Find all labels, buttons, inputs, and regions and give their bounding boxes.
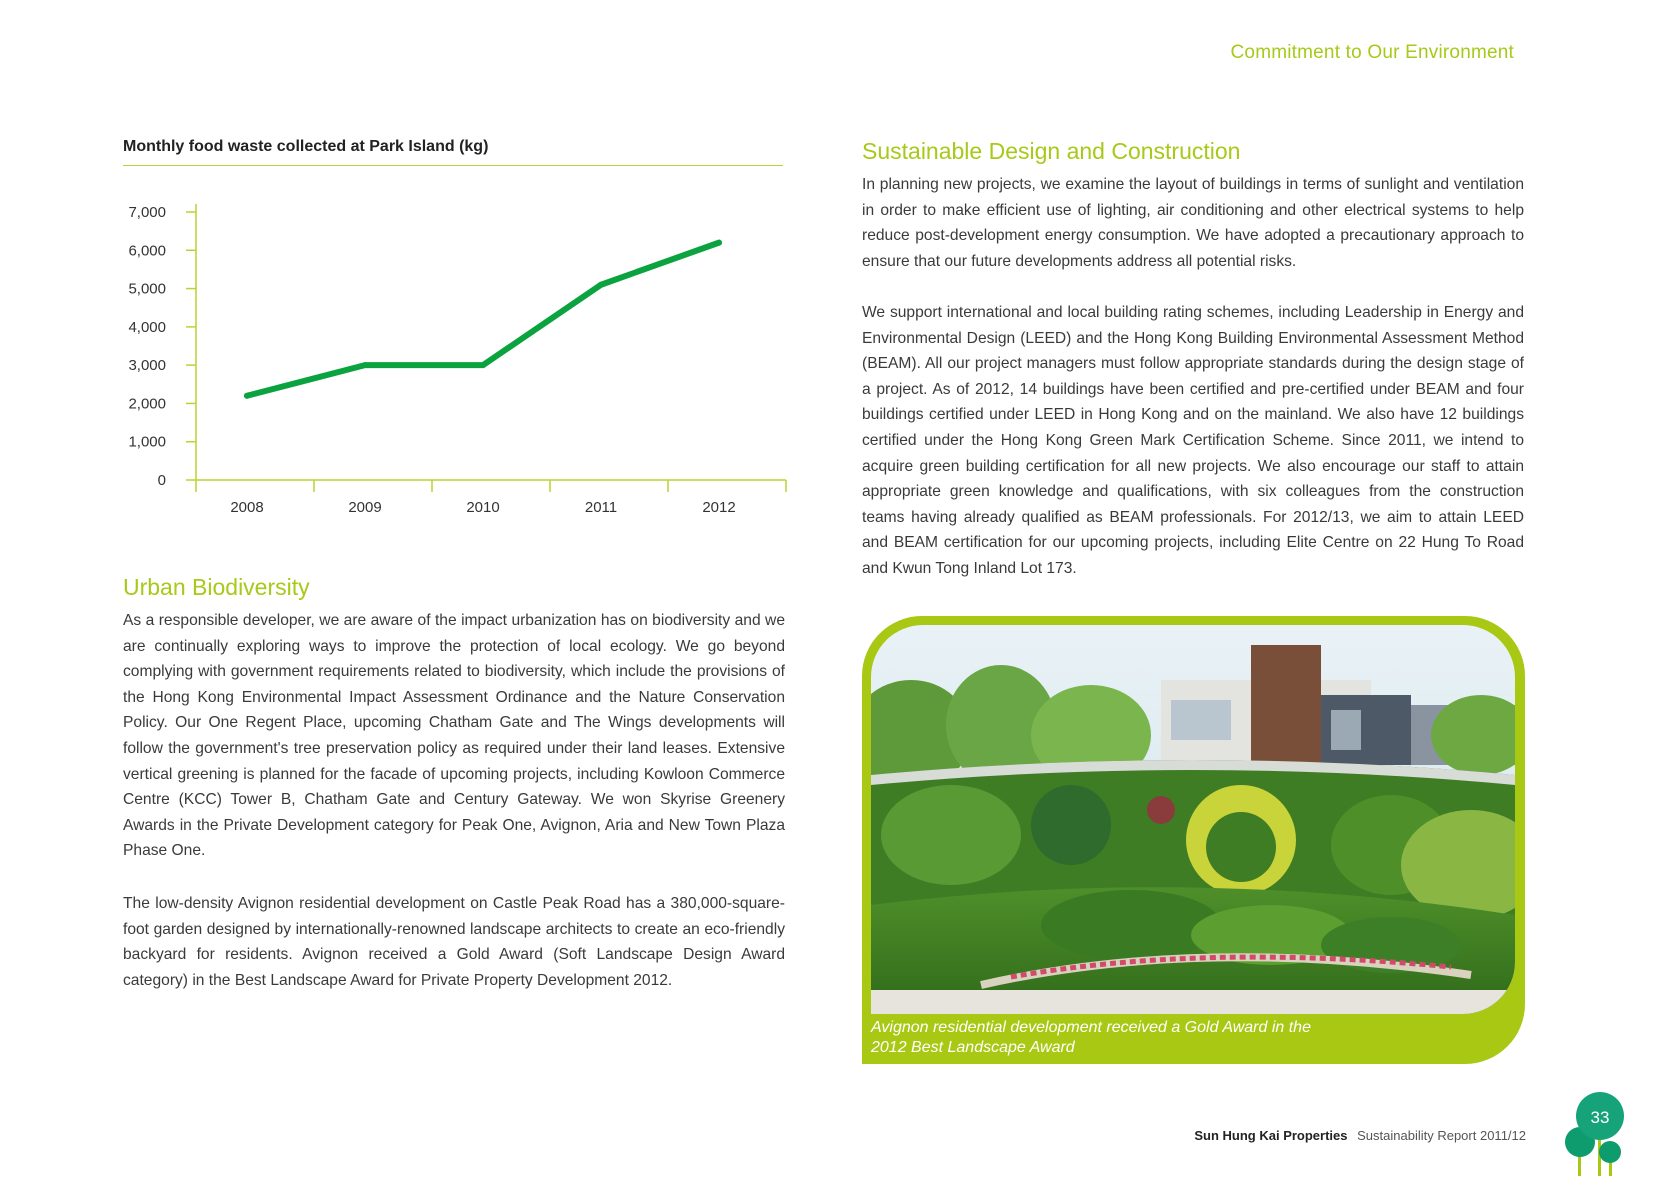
x-tick-label: 2012 <box>702 499 736 516</box>
urban-biodiversity-heading: Urban Biodiversity <box>123 574 310 600</box>
tree-page-icon <box>1562 1092 1642 1176</box>
sustainable-design-paragraph-2: We support international and local building rating schemes, including Leadership in Energy and Environmental Design (LEED) and the Hong Kong Building Environmental Assessment Method (BEAM). All our project managers must follow appropriate standards during the design stage of a project. As of 2012, 14 buildings have been certified and pre-certified under BEAM and four buildings certified under LEED in Hong Kong and on the mainland. We also have 12 buildings certified under the Hong Kong Green Mark Certification Scheme. Since 2011, we intend to acquire green building certification for all new projects. We also encourage our staff to attain appropriate green knowledge and qualifications, with six colleagues from the construction teams having already qualified as BEAM professionals. For 2012/13, we aim to attain LEED and BEAM certification for our upcoming projects, including Elite Centre on 22 Hung To Road and Kwun Tong Inland Lot 173. <box>862 304 1524 577</box>
y-tick-label: 7,000 <box>128 204 166 221</box>
urban-biodiversity-paragraph-2: The low-density Avignon residential development on Castle Peak Road has a 380,000-square-foot garden designed by internationally-renowned landscape architects to create an eco-friendly backyard for residents. Avignon received a Gold Award (Soft Landscape Design Award category) in the Best Landscape Award for Private Property Development 2012. <box>123 895 785 989</box>
chart-title: Monthly food waste collected at Park Island (kg) <box>123 138 783 166</box>
y-tick-label: 3,000 <box>128 357 166 375</box>
x-tick-label: 2009 <box>348 499 382 516</box>
avignon-garden-photo <box>871 625 1515 1014</box>
avignon-photo-frame <box>862 616 1525 1064</box>
sustainable-design-heading: Sustainable Design and Construction <box>862 138 1241 164</box>
series-line <box>247 243 719 396</box>
section-title: Commitment to Our Environment <box>1230 42 1514 63</box>
footer <box>1194 1128 1526 1143</box>
footer-brand: Sun Hung Kai Properties <box>1194 1128 1348 1143</box>
data-point <box>480 362 486 368</box>
data-point <box>362 362 368 368</box>
y-tick-label: 2,000 <box>128 395 166 413</box>
x-tick-label: 2011 <box>584 499 618 516</box>
sustainable-design-paragraph-1: In planning new projects, we examine the layout of buildings in terms of sunlight and ventilation in order to make efficient use of lighting, air conditioning and other electrical systems to help reduce post-development energy consumption. We have adopted a precautionary approach to ensure that our future developments address all potential risks. <box>862 176 1524 270</box>
page-number-badge <box>1562 1092 1642 1176</box>
photo-caption: Avignon residential development received a Gold Award in the 2012 Best Landscape Award <box>871 1019 1311 1056</box>
page-number: 33 <box>1590 1108 1610 1127</box>
footer-report-title: Sustainability Report 2011/12 <box>1357 1128 1526 1143</box>
data-point <box>598 282 604 288</box>
y-tick-label: 5,000 <box>128 280 166 298</box>
data-point <box>244 393 250 399</box>
y-tick-label: 6,000 <box>128 242 166 260</box>
data-point <box>716 240 722 246</box>
y-tick-label: 0 <box>157 472 166 489</box>
food-waste-line-chart <box>100 190 800 520</box>
y-tick-label: 1,000 <box>128 433 166 451</box>
x-tick-label: 2010 <box>466 499 500 516</box>
x-tick-label: 2008 <box>230 499 264 516</box>
y-tick-label: 4,000 <box>128 318 166 336</box>
urban-biodiversity-paragraph-1: As a responsible developer, we are aware of the impact urbanization has on biodiversity and we are continually exploring ways to improve the protection of local ecology. We go beyond complying with government requirements related to biodiversity, which include the provisions of the Hong Kong Environmental Impact Assessment Ordinance and the Nature Conservation Policy. Our One Regent Place, upcoming Chatham Gate and The Wings developments will follow the government's tree preservation policy as required under their land leases. Extensive vertical greening is planned for the facade of upcoming projects, including Kowloon Commerce Centre (KCC) Tower B, Chatham Gate and Century Gateway. We won Skyrise Greenery Awards in the Private Development category for Peak One, Avignon, Aria and New Town Plaza Phase One. <box>123 612 785 860</box>
garden-illustration <box>871 625 1515 1014</box>
